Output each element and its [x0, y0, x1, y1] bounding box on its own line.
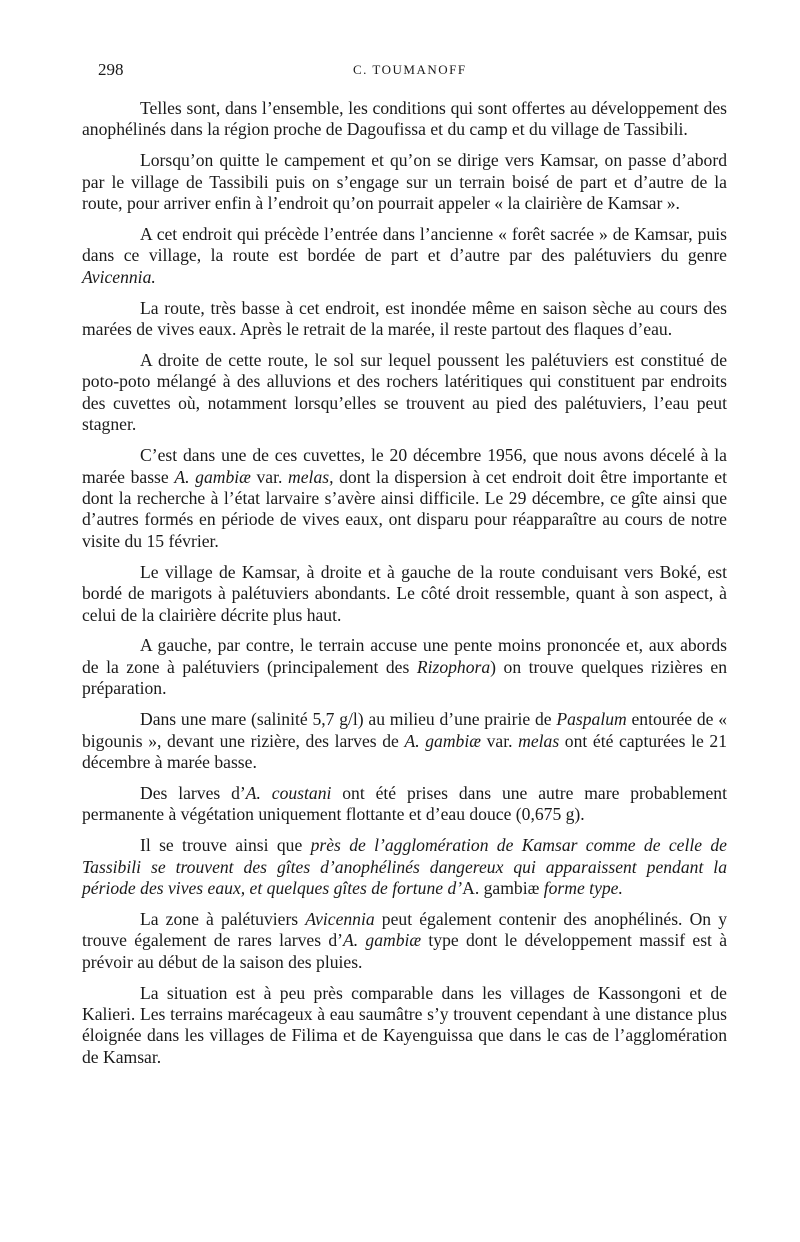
text-run: Dans une mare (salinité 5,7 g/l) au milieu d’une prairie de: [140, 709, 557, 730]
paragraph: [82, 445, 727, 552]
text-run: Des larves d’: [140, 782, 246, 803]
text-run: La route, très basse à cet endroit, est inondée même en saison sèche au cours des marées de vives eaux. Après le retrait de la marée, il reste partout des flaques d’eau.: [82, 297, 727, 340]
paragraph: [82, 709, 727, 773]
text-run: A. gambiæ: [462, 878, 544, 898]
text-run: La situation est à peu près comparable dans les villages de Kassongoni et de Kalieri. Les terrains marécageux à eau saumâtre s’y trouvent cependant à une distance plus éloignée dans les villages de Filima et de Kayenguissa que dans le cas de l’agglomération de Kamsar.: [82, 982, 727, 1067]
italic-text-run: A. gambiæ: [174, 466, 251, 487]
page-number: 298: [98, 60, 124, 79]
italic-text-run: Avicennia.: [82, 266, 156, 287]
paragraph: [82, 224, 727, 288]
text-run: ont été capturées le 21 décembre à marée basse.: [82, 730, 727, 772]
text-run: type dont le développement massif est à prévoir au début de la saison des pluies.: [82, 930, 728, 972]
paragraph: [82, 562, 727, 626]
text-run: Il se trouve ainsi que: [140, 835, 311, 856]
italic-text-run: melas,: [288, 466, 334, 487]
running-head: C. TOUMANOFF: [353, 62, 467, 77]
text-run: A gauche, par contre, le terrain accuse une pente moins prononcée et, aux abords de la zone à palétuviers (principalement des: [82, 635, 727, 677]
text-run: A droite de cette route, le sol sur lequel poussent les palétuviers est constitué de poto-poto mélangé à des alluvions et des rochers latéritiques qui constituent par endroits des cuvettes où, notamment lorsqu’elles se trouvent au pied des palétuviers, l’eau peut stagner.: [82, 350, 727, 435]
text-run: dont la dispersion à cet endroit doit être importante et dont la recherche à l’état larvaire s’avère ainsi difficile. Le 29 décembre, ce gîte ainsi que d’autres formés en période de vives eaux, ont disparu pour réapparaître au cours de notre visite du 15 février.: [82, 466, 727, 551]
paragraph: [82, 98, 727, 141]
italic-text-run: A. coustani: [245, 782, 332, 803]
italic-text-run: A. gambiæ: [343, 930, 422, 951]
page-header: [98, 60, 720, 84]
paragraph: [82, 835, 727, 899]
text-run: ) on trouve quelques rizières en préparation.: [82, 656, 727, 699]
text-run: var.: [250, 466, 289, 487]
paragraph: [82, 783, 727, 826]
italic-text-run: Rizophora: [416, 656, 491, 677]
paragraph: [82, 350, 727, 436]
text-run: La zone à palétuviers: [140, 908, 306, 929]
italic-text-run: Avicennia: [305, 908, 375, 929]
paragraph: [82, 150, 727, 214]
text-run: Telles sont, dans l’ensemble, les conditions qui sont offertes au développement des anophélinés dans la région proche de Dagoufissa et du camp et du village de Tassibili.: [82, 98, 727, 140]
italic-text-run: A. gambiæ: [404, 730, 481, 751]
italic-text-run: forme type.: [543, 878, 623, 898]
italic-text-run: près de l’agglomération de Kamsar comme de celle de Tassibili se trouvent des gîtes d’anophélinés dangereux qui apparaissent pendant la période des vives eaux, et quelques gîtes de fortune d’: [82, 835, 727, 898]
italic-text-run: Paspalum: [556, 709, 627, 730]
text-run: ont été prises dans une autre mare probablement permanente à végétation uniquement flottante et d’eau douce (0,675 g).: [82, 782, 727, 825]
text-run: peut également contenir des anophélinés. On y trouve également de rares larves d’: [82, 908, 728, 951]
text-run: var.: [480, 730, 519, 751]
text-run: C’est dans une de ces cuvettes, le 20 décembre 1956, que nous avons décelé à la marée basse: [82, 445, 727, 487]
text-run: Le village de Kamsar, à droite et à gauche de la route conduisant vers Boké, est bordé de marigots à palétuviers abondants. Le côté droit ressemble, quant à son aspect, à celui de la clairière décrite plus haut.: [82, 561, 727, 625]
text-run: entourée de « bigounis », devant une rizière, des larves de: [82, 709, 727, 751]
text-run: A cet endroit qui précède l’entrée dans l’ancienne « forêt sacrée » de Kamsar, puis dans ce village, la route est bordée de part et d’autre par des palétuviers du genre: [82, 224, 727, 266]
paragraph: [82, 909, 727, 973]
body-text: [82, 98, 727, 1078]
paragraph: [82, 983, 727, 1069]
paragraph: [82, 635, 727, 699]
paragraph: [82, 298, 727, 341]
italic-text-run: melas: [518, 730, 560, 751]
text-run: Lorsqu’on quitte le campement et qu’on se dirige vers Kamsar, on passe d’abord par le village de Tassibili puis on s’engage sur un terrain boisé de part et d’autre de la route, pour arriver enfin à l’endroit qu’on pourrait appeler « la clairière de Kamsar ».: [82, 150, 727, 214]
